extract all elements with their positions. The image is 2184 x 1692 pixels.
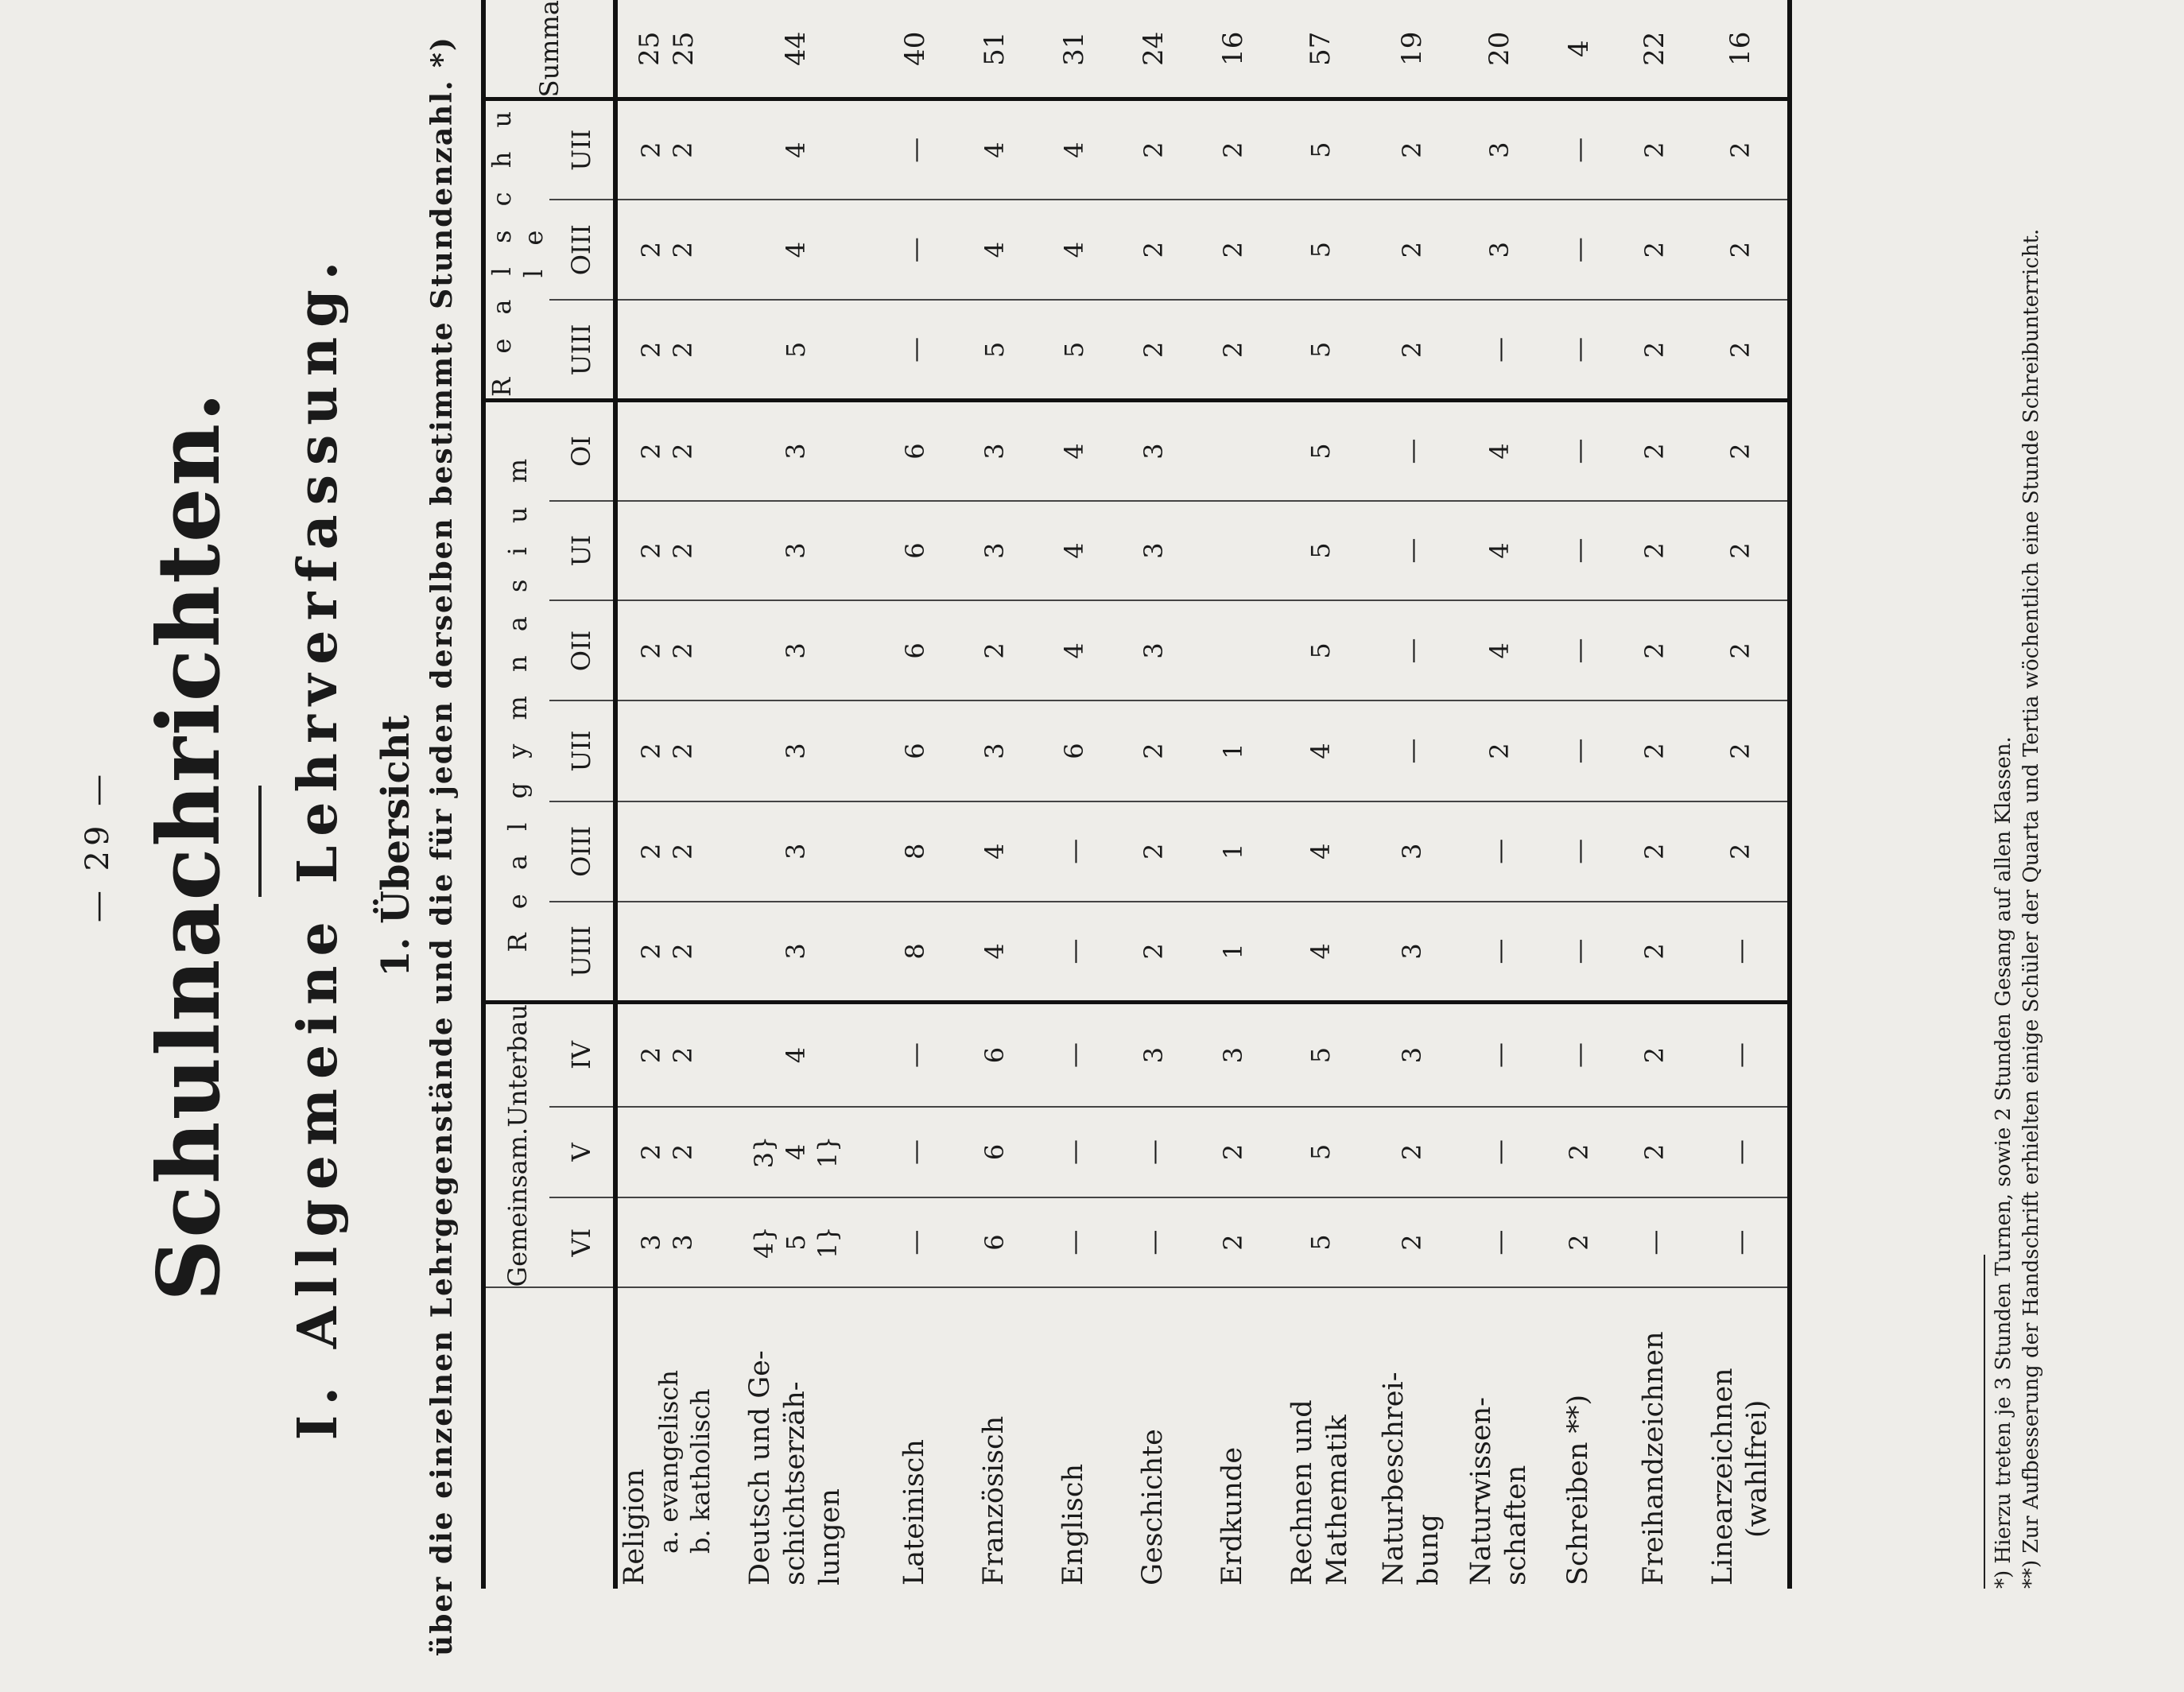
hours-cell: — xyxy=(1368,600,1456,700)
hours-cell: 4 xyxy=(1034,501,1114,601)
hours-cell: 2 xyxy=(1615,1107,1694,1197)
hours-cell: 4 xyxy=(1273,701,1368,801)
subject-cell: Deutsch und Ge- schichtserzäh- lungen xyxy=(744,1350,846,1585)
subject-cell: Rechnen und Mathematik xyxy=(1286,1399,1353,1585)
hours-cell: — xyxy=(1114,1197,1193,1288)
hours-cell: 3 xyxy=(716,801,875,902)
column-header-12: UII xyxy=(549,99,615,200)
hours-cell: 2 xyxy=(1694,801,1790,902)
hours-cell: 2 xyxy=(1615,501,1694,601)
hours-cell: 4 xyxy=(1034,99,1114,200)
subject-cell: Geschichte xyxy=(1136,1429,1169,1585)
hours-cell: 5 xyxy=(1273,300,1368,400)
table-body xyxy=(615,0,1790,1589)
hours-cell: 1 xyxy=(1193,801,1273,902)
page-number: — 29 — xyxy=(80,769,116,923)
hours-cell: 2 xyxy=(1543,1197,1615,1288)
summa-cell: 16 xyxy=(1694,0,1790,99)
hours-cell: — xyxy=(1034,902,1114,1002)
hours-cell: 3 xyxy=(1368,902,1456,1002)
table-row xyxy=(955,0,1034,1589)
hours-cell: 5 xyxy=(1273,1197,1368,1288)
subject-cell: Englisch xyxy=(1057,1464,1089,1585)
hours-cell: 3 xyxy=(955,401,1034,501)
hours-cell: 3 xyxy=(1368,801,1456,902)
subsection-description: über die einzelnen Lehrgegenstände und die für jeden derselben bestimmte Stundenzahl. *) xyxy=(425,36,459,1656)
hours-cell: 2 2 xyxy=(615,600,716,700)
hours-cell: 6 xyxy=(955,1197,1034,1288)
hours-cell: — xyxy=(1543,701,1615,801)
summa-cell: 16 xyxy=(1193,0,1273,99)
hours-cell: 6 xyxy=(875,600,955,700)
summa-cell: 44 xyxy=(716,0,875,99)
hours-cell xyxy=(1193,401,1273,501)
hours-cell: 2 xyxy=(1615,99,1694,200)
hours-cell: 2 2 xyxy=(615,801,716,902)
hours-cell: 2 xyxy=(1114,801,1193,902)
hours-cell: 2 xyxy=(1694,200,1790,300)
hours-cell: — xyxy=(1034,1107,1114,1197)
hours-cell xyxy=(1193,600,1273,700)
hours-cell: 2 2 xyxy=(615,99,716,200)
hours-cell: — xyxy=(1034,801,1114,902)
hours-cell: — xyxy=(1543,902,1615,1002)
column-header-10: UIII xyxy=(549,300,615,400)
hours-cell: — xyxy=(1694,1197,1790,1288)
hours-cell: 3 xyxy=(1114,1002,1193,1107)
hours-cell: 4 xyxy=(955,99,1034,200)
footnote-1: *) Hierzu treten je 3 Stunden Turnen, sowie 2 Stunden Gesang auf allen Klassen. xyxy=(1992,736,2015,1589)
subject-cell: Französisch xyxy=(977,1415,1010,1585)
summa-cell: 25 25 xyxy=(615,0,716,99)
hours-cell: — xyxy=(1456,801,1543,902)
hours-cell: 4 xyxy=(955,200,1034,300)
hours-cell: — xyxy=(1543,600,1615,700)
hours-cell: 2 xyxy=(1615,200,1694,300)
hours-cell: 5 xyxy=(1273,200,1368,300)
hours-cell: 3 xyxy=(1114,600,1193,700)
table-row xyxy=(1456,0,1543,1589)
hours-cell: 3 xyxy=(1368,1002,1456,1107)
hours-cell: — xyxy=(1543,501,1615,601)
table-row xyxy=(875,0,955,1589)
hours-cell: — xyxy=(1694,1107,1790,1197)
hours-cell: 3 xyxy=(1456,200,1543,300)
hours-cell: 2 xyxy=(1694,99,1790,200)
hours-cell: — xyxy=(875,1002,955,1107)
hours-cell: 5 xyxy=(1273,1002,1368,1107)
hours-cell: 1 xyxy=(1193,701,1273,801)
subject-cell: Naturwissen- schaften xyxy=(1465,1397,1532,1585)
hours-cell: — xyxy=(1615,1197,1694,1288)
hours-cell: 2 xyxy=(1615,300,1694,400)
hours-cell: 2 xyxy=(955,600,1034,700)
hours-cell: 2 xyxy=(1114,300,1193,400)
hours-cell: 2 xyxy=(1694,300,1790,400)
column-header-1: VI xyxy=(549,1197,615,1288)
hours-cell: 2 2 xyxy=(615,701,716,801)
hours-cell: — xyxy=(1543,1002,1615,1107)
hours-cell: — xyxy=(1543,200,1615,300)
hours-cell: — xyxy=(1034,1197,1114,1288)
hours-cell: 2 xyxy=(1368,1197,1456,1288)
hours-cell: 2 xyxy=(1193,300,1273,400)
subject-cell: Linearzeichnen (wahlfrei) xyxy=(1706,1368,1774,1585)
hours-cell: — xyxy=(1694,902,1790,1002)
hours-cell: 3 xyxy=(955,501,1034,601)
hours-cell: 8 xyxy=(875,801,955,902)
hours-cell: 4 xyxy=(955,801,1034,902)
hours-cell: 4 xyxy=(1273,801,1368,902)
hours-cell: — xyxy=(1543,401,1615,501)
summa-cell: 40 xyxy=(875,0,955,99)
hours-cell: — xyxy=(1543,801,1615,902)
hours-cell: 4 xyxy=(1034,200,1114,300)
hours-cell: — xyxy=(1694,1002,1790,1107)
hours-cell: 2 xyxy=(1694,701,1790,801)
footnote-2: **) Zur Aufbesserung der Handschrift erhielten einige Schüler der Quarta und Tertia wöchentlich eine Stunde Schreibunterricht. xyxy=(2019,228,2043,1589)
summa-cell: 19 xyxy=(1368,0,1456,99)
hours-cell: 2 xyxy=(1368,99,1456,200)
hours-cell: 3 xyxy=(1456,99,1543,200)
hours-cell: 6 xyxy=(955,1002,1034,1107)
summa-cell: 22 xyxy=(1615,0,1694,99)
hours-cell: 3 xyxy=(716,701,875,801)
column-header-8: UI xyxy=(549,501,615,601)
hours-cell: 8 xyxy=(875,902,955,1002)
subject-cell: Lateinisch xyxy=(898,1439,930,1585)
column-header-6: UII xyxy=(549,701,615,801)
lesson-hours-table xyxy=(481,0,1792,1589)
group-unterbau: Gemeinsam.Unterbau xyxy=(483,1002,549,1287)
hours-cell: — xyxy=(1456,902,1543,1002)
summa-cell: 24 xyxy=(1114,0,1193,99)
group-realschule: R e a l s c h u l e xyxy=(483,99,549,401)
hours-cell: 2 2 xyxy=(615,902,716,1002)
hours-cell: — xyxy=(1368,701,1456,801)
title-underline xyxy=(258,786,262,897)
hours-cell: 3 xyxy=(955,701,1034,801)
hours-cell: 6 xyxy=(875,401,955,501)
hours-cell: 3 xyxy=(716,401,875,501)
hours-cell: 4 xyxy=(955,902,1034,1002)
hours-cell: 2 xyxy=(1615,401,1694,501)
hours-cell: 4 xyxy=(716,200,875,300)
hours-cell: 5 xyxy=(1273,99,1368,200)
table-row xyxy=(716,0,875,1589)
page-title: Schulnachrichten. xyxy=(139,390,239,1302)
section-heading xyxy=(286,0,350,1692)
hours-cell: 2 xyxy=(1694,401,1790,501)
hours-cell: 3 xyxy=(1114,401,1193,501)
hours-cell: 2 xyxy=(1193,200,1273,300)
footnote-rule xyxy=(1984,1255,1985,1589)
column-header-3: IV xyxy=(549,1002,615,1107)
hours-cell: 3 xyxy=(1114,501,1193,601)
subsection-title: 1. Übersicht xyxy=(374,715,418,977)
hours-cell: 2 xyxy=(1456,701,1543,801)
column-header-5: OIII xyxy=(549,801,615,902)
hours-cell: 2 xyxy=(1193,99,1273,200)
hours-cell: 2 xyxy=(1694,600,1790,700)
hours-cell: — xyxy=(875,1107,955,1197)
hours-cell: 2 2 xyxy=(615,501,716,601)
table-row xyxy=(1273,0,1368,1589)
hours-cell: 4 xyxy=(716,1002,875,1107)
table-row xyxy=(615,0,716,1589)
hours-cell: — xyxy=(1368,401,1456,501)
subject-cell: Naturbeschrei- bung xyxy=(1378,1372,1445,1585)
hours-cell: 3 xyxy=(716,501,875,601)
hours-cell: — xyxy=(1114,1107,1193,1197)
hours-cell: — xyxy=(875,200,955,300)
hours-cell: 2 xyxy=(1694,501,1790,601)
hours-cell: — xyxy=(1456,1197,1543,1288)
hours-cell: 5 xyxy=(716,300,875,400)
hours-cell: 2 xyxy=(1615,902,1694,1002)
hours-cell: 2 xyxy=(1368,200,1456,300)
table-row xyxy=(1543,0,1615,1589)
table-row xyxy=(1615,0,1694,1589)
hours-cell: 3 xyxy=(716,902,875,1002)
hours-cell: — xyxy=(1456,1107,1543,1197)
hours-cell: 2 2 xyxy=(615,1002,716,1107)
subject-cell: Erdkunde xyxy=(1216,1446,1248,1585)
column-header-7: OII xyxy=(549,600,615,700)
hours-cell: 2 xyxy=(1368,300,1456,400)
column-header-11: OIII xyxy=(549,200,615,300)
hours-cell: 5 xyxy=(1273,600,1368,700)
subject-cell: Freihandzeichnen xyxy=(1637,1331,1670,1585)
summa-cell: 51 xyxy=(955,0,1034,99)
section-number: I. xyxy=(286,1376,350,1441)
hours-cell: 2 xyxy=(1114,902,1193,1002)
hours-cell: 3} 4 1} xyxy=(716,1107,875,1197)
hours-cell: 2 2 xyxy=(615,200,716,300)
section-label: Allgemeine Lehrverfassung. xyxy=(286,251,350,1349)
hours-cell: 4 xyxy=(716,99,875,200)
hours-cell: — xyxy=(1456,300,1543,400)
hours-cell: — xyxy=(1543,99,1615,200)
hours-cell: 1 xyxy=(1193,902,1273,1002)
hours-cell xyxy=(1193,501,1273,601)
hours-cell: — xyxy=(875,1197,955,1288)
table-row xyxy=(1034,0,1114,1589)
summa-cell: 57 xyxy=(1273,0,1368,99)
hours-cell: — xyxy=(1034,1002,1114,1107)
summa-cell: 4 xyxy=(1543,0,1615,99)
hours-cell: 2 xyxy=(1193,1197,1273,1288)
hours-cell: 4 xyxy=(1034,600,1114,700)
hours-cell: 4 xyxy=(1456,501,1543,601)
hours-cell: — xyxy=(1456,1002,1543,1107)
table-row xyxy=(1694,0,1790,1589)
hours-cell: 4 xyxy=(1034,401,1114,501)
hours-cell: 2 xyxy=(1114,200,1193,300)
hours-cell: 3 3 xyxy=(615,1197,716,1288)
hours-cell: 5 xyxy=(1273,1107,1368,1197)
hours-cell: 3 xyxy=(716,600,875,700)
hours-cell: — xyxy=(875,300,955,400)
hours-cell: 4 xyxy=(1273,902,1368,1002)
table-row xyxy=(1368,0,1456,1589)
hours-cell: — xyxy=(875,99,955,200)
hours-cell: 4 xyxy=(1456,401,1543,501)
hours-cell: 2 xyxy=(1543,1107,1615,1197)
hours-cell: 5 xyxy=(1273,401,1368,501)
hours-cell: 4 xyxy=(1456,600,1543,700)
hours-cell: — xyxy=(1368,501,1456,601)
hours-cell: 2 xyxy=(1193,1107,1273,1197)
hours-cell: 2 2 xyxy=(615,1107,716,1197)
hours-cell: 2 xyxy=(1368,1107,1456,1197)
table-row xyxy=(1114,0,1193,1589)
hours-cell: 2 2 xyxy=(615,401,716,501)
hours-cell: 5 xyxy=(1273,501,1368,601)
hours-cell: 2 xyxy=(1615,701,1694,801)
hours-cell: 6 xyxy=(1034,701,1114,801)
summa-cell: 20 xyxy=(1456,0,1543,99)
group-realgymnasium: R e a l g y m n a s i u m xyxy=(483,401,549,1003)
hours-cell: 5 xyxy=(955,300,1034,400)
hours-cell: 2 xyxy=(1114,99,1193,200)
hours-cell: 6 xyxy=(875,701,955,801)
subject-cell: Religion a. evangelisch b. katholisch xyxy=(619,1370,716,1585)
subject-cell: Schreiben **) xyxy=(1561,1394,1594,1585)
hours-cell: 4} 5 1} xyxy=(716,1197,875,1288)
column-header-9: OI xyxy=(549,401,615,501)
hours-cell: — xyxy=(1543,300,1615,400)
hours-cell: 2 xyxy=(1615,801,1694,902)
summa-cell: 31 xyxy=(1034,0,1114,99)
hours-cell: 2 xyxy=(1615,1002,1694,1107)
hours-cell: 5 xyxy=(1034,300,1114,400)
summa-header: Summa xyxy=(483,0,615,99)
hours-cell: 2 xyxy=(1114,701,1193,801)
hours-cell: 2 xyxy=(1615,600,1694,700)
hours-cell: 2 2 xyxy=(615,300,716,400)
group-header-row xyxy=(483,0,549,1589)
hours-cell: 3 xyxy=(1193,1002,1273,1107)
hours-cell: 6 xyxy=(955,1107,1034,1197)
column-header-4: UIII xyxy=(549,902,615,1002)
table-row xyxy=(1193,0,1273,1589)
hours-cell: 6 xyxy=(875,501,955,601)
column-header-2: V xyxy=(549,1107,615,1197)
subject-header xyxy=(483,1287,615,1589)
